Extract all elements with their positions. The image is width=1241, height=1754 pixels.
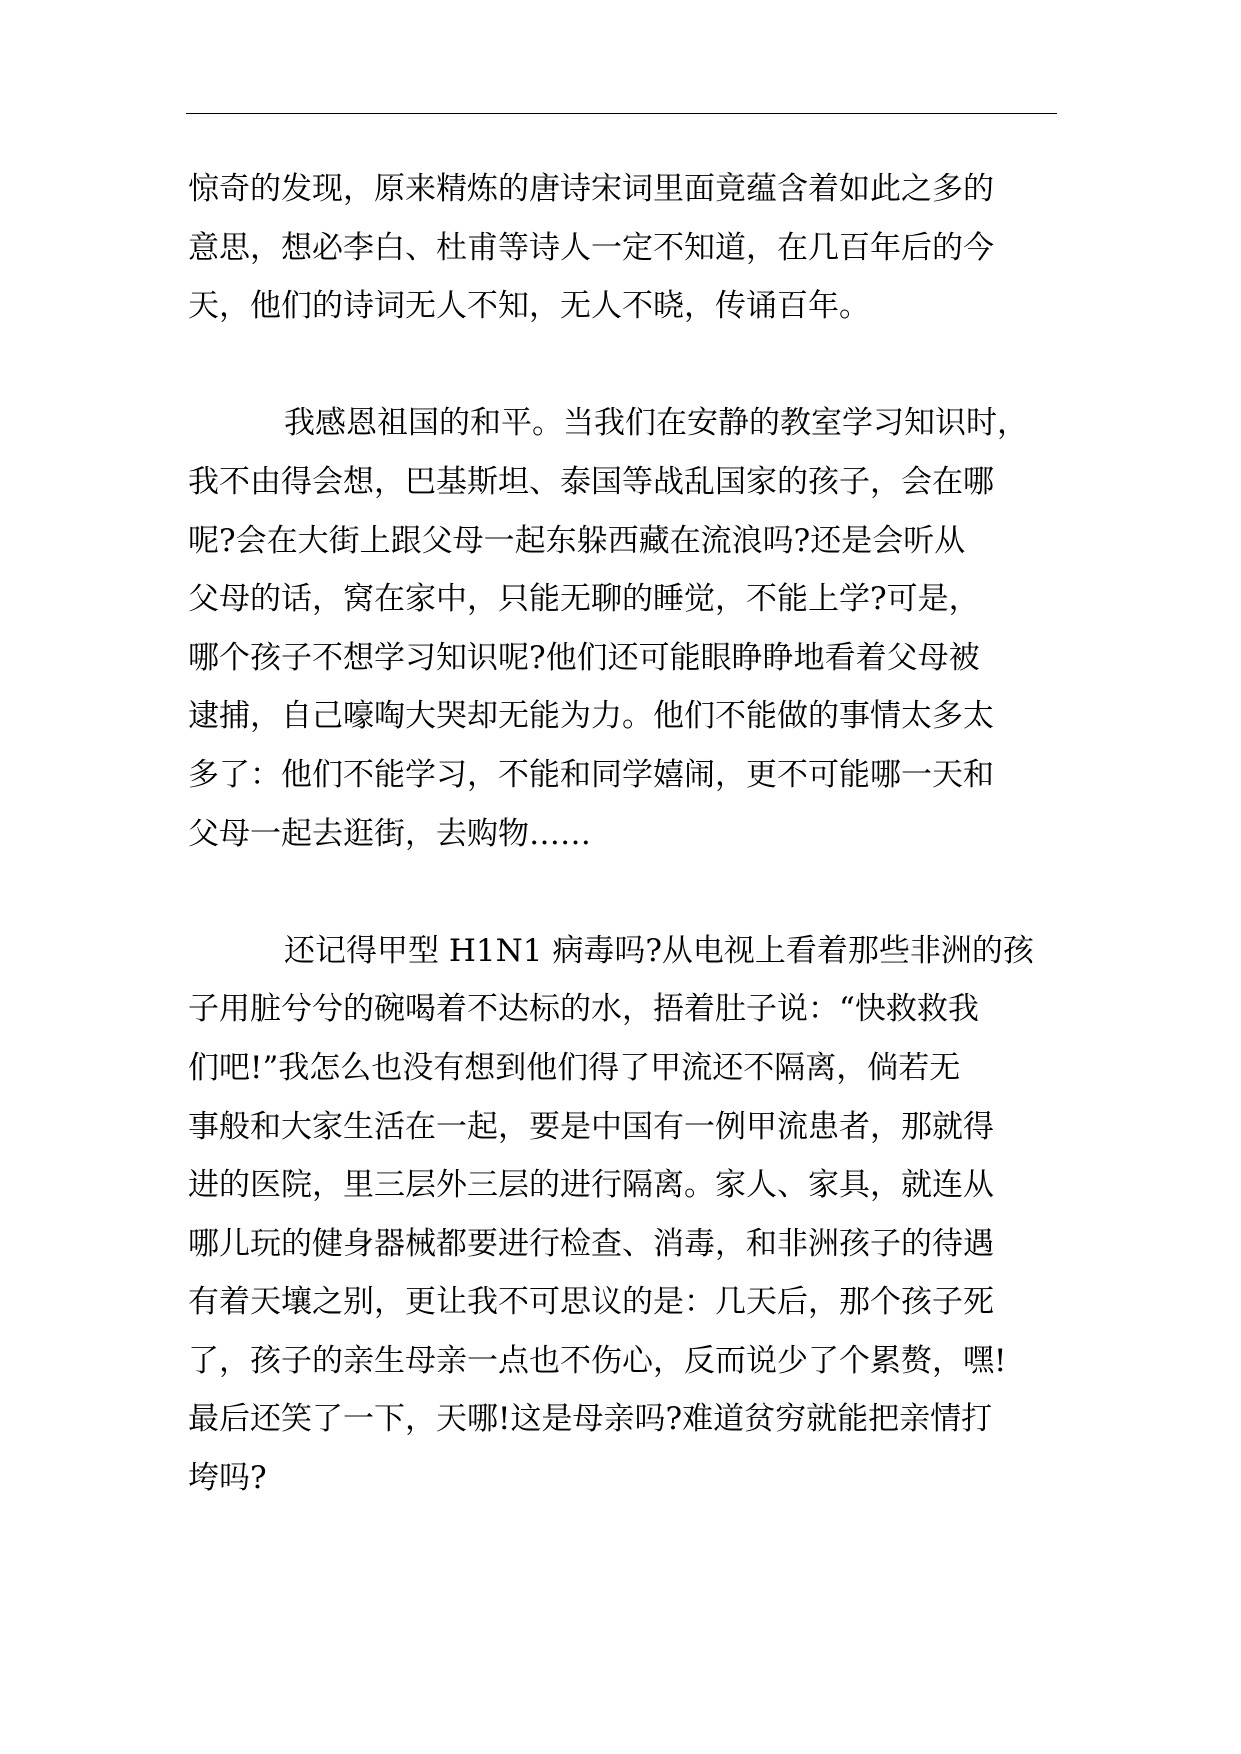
text-line: 有着天壤之别，更让我不可思议的是：几天后，那个孩子死: [188, 1284, 994, 1321]
text-line: 我不由得会想，巴基斯坦、泰国等战乱国家的孩子，会在哪: [188, 463, 994, 500]
text-line: 子用脏兮兮的碗喝着不达标的水，捂着肚子说：“快救救我: [188, 991, 979, 1028]
text-line: 我感恩祖国的和平。当我们在安静的教室学习知识时，: [284, 405, 1028, 442]
text-line: 父母一起去逛街，去购物……: [188, 815, 591, 852]
text-line: 父母的话，窝在家中，只能无聊的睡觉，不能上学?可是，: [188, 581, 980, 618]
text-line: 们吧!”我怎么也没有想到他们得了甲流还不隔离，倘若无: [188, 1049, 961, 1086]
text-line: 意思，想必李白、杜甫等诗人一定不知道，在几百年后的今: [188, 229, 994, 266]
text-line: 最后还笑了一下，天哪!这是母亲吗?难道贫穷就能把亲情打: [188, 1401, 993, 1438]
text-line: 垮吗?: [188, 1460, 267, 1497]
text-line: 天，他们的诗词无人不知，无人不晓，传诵百年。: [188, 288, 870, 325]
text-line: 哪个孩子不想学习知识呢?他们还可能眼睁睁地看着父母被: [188, 639, 980, 676]
paragraph-2: [188, 394, 1058, 863]
header-rule: [186, 113, 1057, 114]
text-line: 哪儿玩的健身器械都要进行检查、消毒，和非洲孩子的待遇: [188, 1225, 994, 1262]
text-line: 呢?会在大街上跟父母一起东躲西藏在流浪吗?还是会听从: [188, 522, 966, 559]
text-line: 事般和大家生活在一起，要是中国有一例甲流患者，那就得: [188, 1108, 994, 1145]
text-line: 多了：他们不能学习，不能和同学嬉闹，更不可能哪一天和: [188, 756, 994, 793]
text-line: 还记得甲型 H1N1 病毒吗?从电视上看着那些非洲的孩: [284, 932, 1034, 969]
text-line: 进的医院，里三层外三层的进行隔离。家人、家具，就连从: [188, 1167, 994, 1204]
text-line: 逮捕，自己嚎啕大哭却无能为力。他们不能做的事情太多太: [188, 698, 994, 735]
paragraph-gap: [188, 863, 1058, 922]
paragraph-gap: [188, 336, 1058, 395]
text-line: 惊奇的发现，原来精炼的唐诗宋词里面竟蕴含着如此之多的: [188, 171, 994, 207]
paragraph-1: [188, 160, 1058, 336]
text-line: 了，孩子的亲生母亲一点也不伤心，反而说少了个累赘，嘿!: [188, 1342, 1007, 1379]
document-body: [188, 160, 1058, 1508]
paragraph-3: [188, 922, 1058, 1508]
